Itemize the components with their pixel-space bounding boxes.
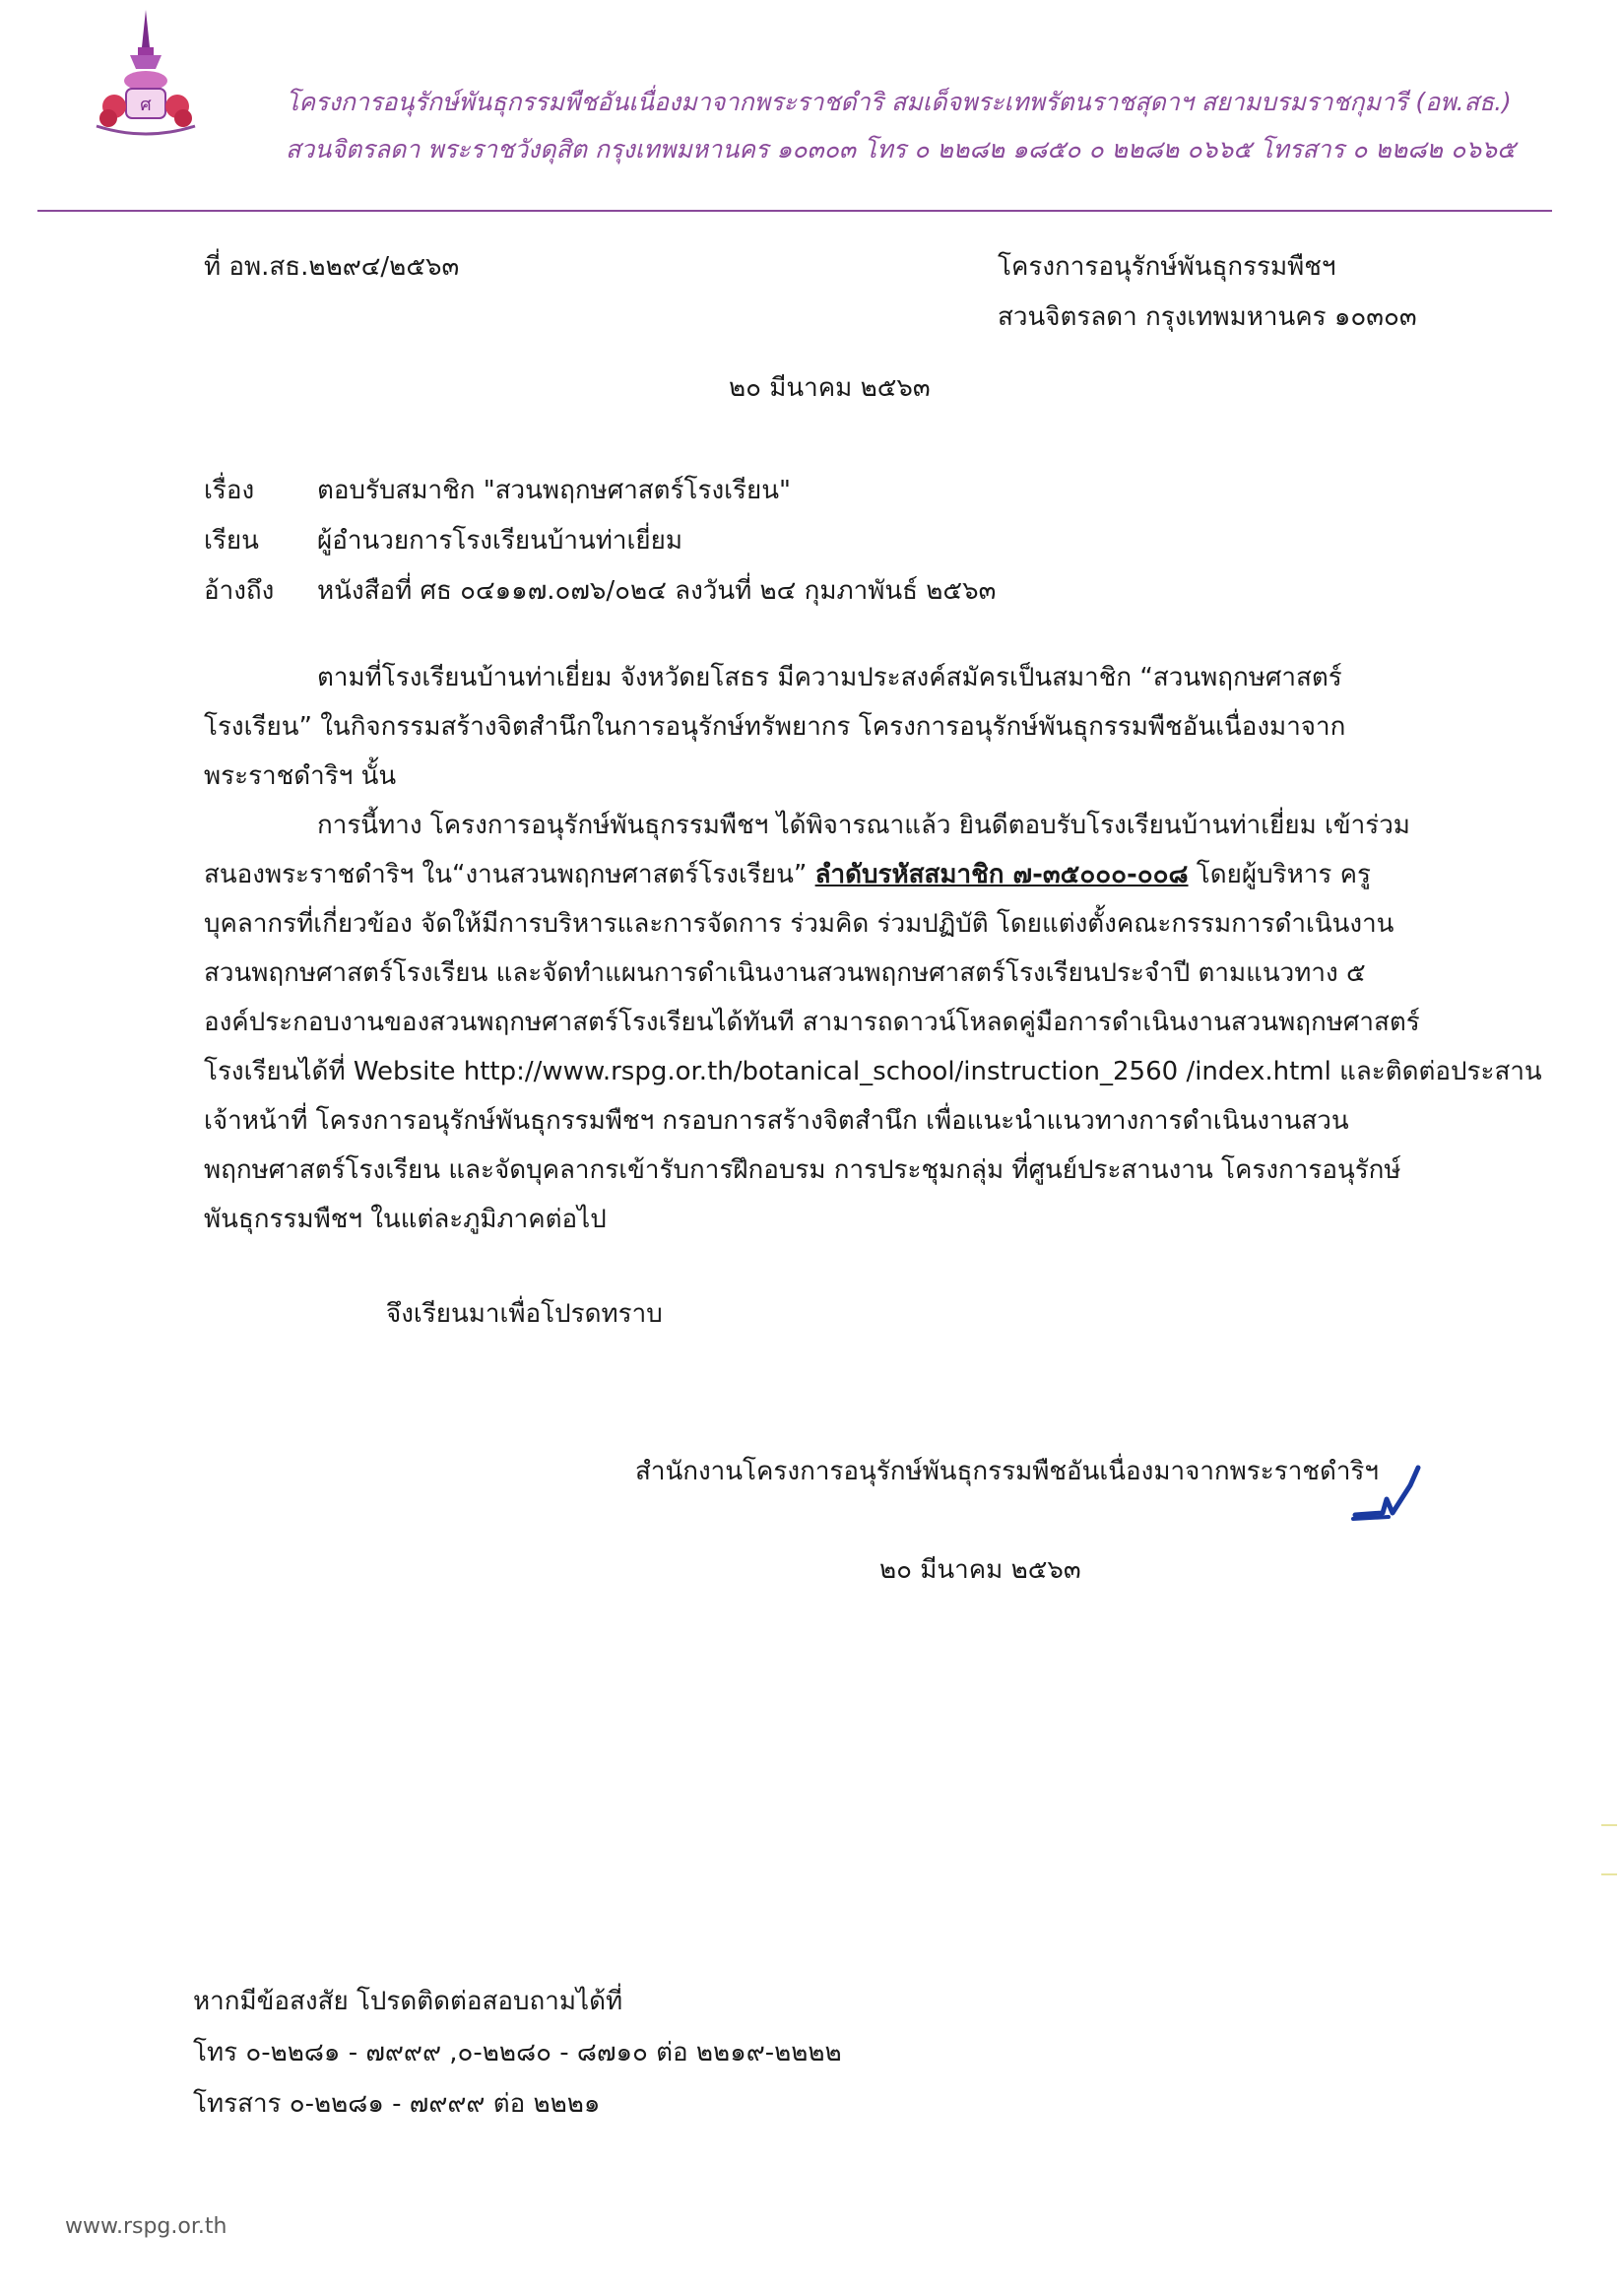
para1-line: พระราชดำริฯ นั้น: [204, 761, 397, 791]
scan-mark: [1601, 1824, 1617, 1826]
sender-line2: สวนจิตรลดา กรุงเทพมหานคร ๑๐๓๐๓: [998, 302, 1417, 332]
letterhead-line2: สวนจิตรลดา พระราชวังดุสิต กรุงเทพมหานคร ๑๐๓๐๓ โทร ๐ ๒๒๘๒ ๑๘๕๐ ๐ ๒๒๘๒ ๐๖๖๕ โทรสาร ๐ ๒๒๘๒ ๐๖๖๕: [286, 135, 1516, 164]
signature-date: ๒๐ มีนาคม ๒๕๖๓: [879, 1555, 1081, 1585]
para2-text: สนองพระราชดำริฯ ใน“งานสวนพฤกษศาสตร์โรงเรียน”: [204, 860, 815, 889]
reference-label: อ้างถึง: [204, 576, 275, 606]
para2-line: พันธุกรรมพืชฯ ในแต่ละภูมิภาคต่อไป: [204, 1205, 607, 1234]
footer-url: www.rspg.or.th: [65, 2214, 227, 2239]
subject-label: เรื่อง: [204, 476, 255, 505]
para1-line: โรงเรียน” ในกิจกรรมสร้างจิตสำนึกในการอนุรักษ์ทรัพยากร โครงการอนุรักษ์พันธุกรรมพืชอันเนื่องมาจาก: [204, 712, 1346, 742]
scan-mark: [1601, 1873, 1617, 1875]
para2-text: โดยผู้บริหาร ครู: [1188, 860, 1371, 889]
para2-line-member-code: [204, 859, 1371, 890]
para2-line: บุคลากรที่เกี่ยวข้อง จัดให้มีการบริหารและการจัดการ ร่วมคิด ร่วมปฏิบัติ โดยแต่งตั้งคณะกรรมการดำเนินงาน: [204, 909, 1394, 939]
royal-seal-icon: [91, 8, 201, 142]
subject-value: ตอบรับสมาชิก "สวนพฤกษศาสตร์โรงเรียน": [317, 476, 791, 505]
contact-heading: หากมีข้อสงสัย โปรดติดต่อสอบถามได้ที่: [193, 1987, 623, 2016]
contact-phone: โทร ๐-๒๒๘๑ - ๗๙๙๙ ,๐-๒๒๘๐ - ๘๗๑๐ ต่อ ๒๒๑๙-๒๒๒๒: [193, 2038, 842, 2067]
to-value: ผู้อำนวยการโรงเรียนบ้านท่าเยี่ยม: [317, 526, 682, 556]
svg-text:ศ: ศ: [140, 95, 152, 115]
header-divider: [37, 210, 1552, 212]
signature-org: สำนักงานโครงการอนุรักษ์พันธุกรรมพืชอันเนื่องมาจากพระราชดำริฯ: [635, 1457, 1379, 1486]
para2-line: เจ้าหน้าที่ โครงการอนุรักษ์พันธุกรรมพืชฯ กรอบการสร้างจิตสำนึก เพื่อแนะนำแนวทางการดำเนินงานสวน: [204, 1106, 1349, 1136]
para2-line-website: โรงเรียนได้ที่ Website http://www.rspg.or.th/botanical_school/instruction_2560 /index.html และติดต่อประสาน: [204, 1057, 1542, 1086]
letter-date: ๒๐ มีนาคม ๒๕๖๓: [729, 373, 931, 403]
reference-value: หนังสือที่ ศธ ๐๔๑๑๗.๐๗๖/๐๒๔ ลงวันที่ ๒๔ กุมภาพันธ์ ๒๕๖๓: [317, 576, 997, 606]
reference-number: ที่ อพ.สธ.๒๒๙๔/๒๕๖๓: [204, 252, 460, 282]
member-code: ลำดับรหัสสมาชิก ๗-๓๕๐๐๐-๐๐๘: [814, 860, 1189, 889]
signature-mark: [1349, 1456, 1428, 1525]
para2-line: การนี้ทาง โครงการอนุรักษ์พันธุกรรมพืชฯ ได้พิจารณาแล้ว ยินดีตอบรับโรงเรียนบ้านท่าเยี่ยม เข้าร่วม: [317, 811, 1410, 840]
sender-line1: โครงการอนุรักษ์พันธุกรรมพืชฯ: [998, 252, 1336, 282]
para2-line: สวนพฤกษศาสตร์โรงเรียน และจัดทำแผนการดำเนินงานสวนพฤกษศาสตร์โรงเรียนประจำปี ตามแนวทาง ๕: [204, 958, 1366, 988]
para1-line: ตามที่โรงเรียนบ้านท่าเยี่ยม จังหวัดยโสธร มีความประสงค์สมัครเป็นสมาชิก “สวนพฤกษศาสตร์: [317, 663, 1342, 692]
contact-fax: โทรสาร ๐-๒๒๘๑ - ๗๙๙๙ ต่อ ๒๒๒๑: [193, 2089, 601, 2119]
closing-text: จึงเรียนมาเพื่อโปรดทราบ: [386, 1299, 663, 1329]
para2-line: พฤกษศาสตร์โรงเรียน และจัดบุคลากรเข้ารับการฝึกอบรม การประชุมกลุ่ม ที่ศูนย์ประสานงาน โครงการอนุรักษ์: [204, 1155, 1401, 1185]
to-label: เรียน: [204, 526, 259, 556]
para2-line: องค์ประกอบงานของสวนพฤกษศาสตร์โรงเรียนได้ทันที สามารถดาวน์โหลดคู่มือการดำเนินงานสวนพฤกษศาสตร์: [204, 1008, 1420, 1037]
letterhead-line1: โครงการอนุรักษ์พันธุกรรมพืชอันเนื่องมาจากพระราชดำริ สมเด็จพระเทพรัตนราชสุดาฯ สยามบรมราชกุมารี (อพ.สธ.): [286, 88, 1512, 116]
